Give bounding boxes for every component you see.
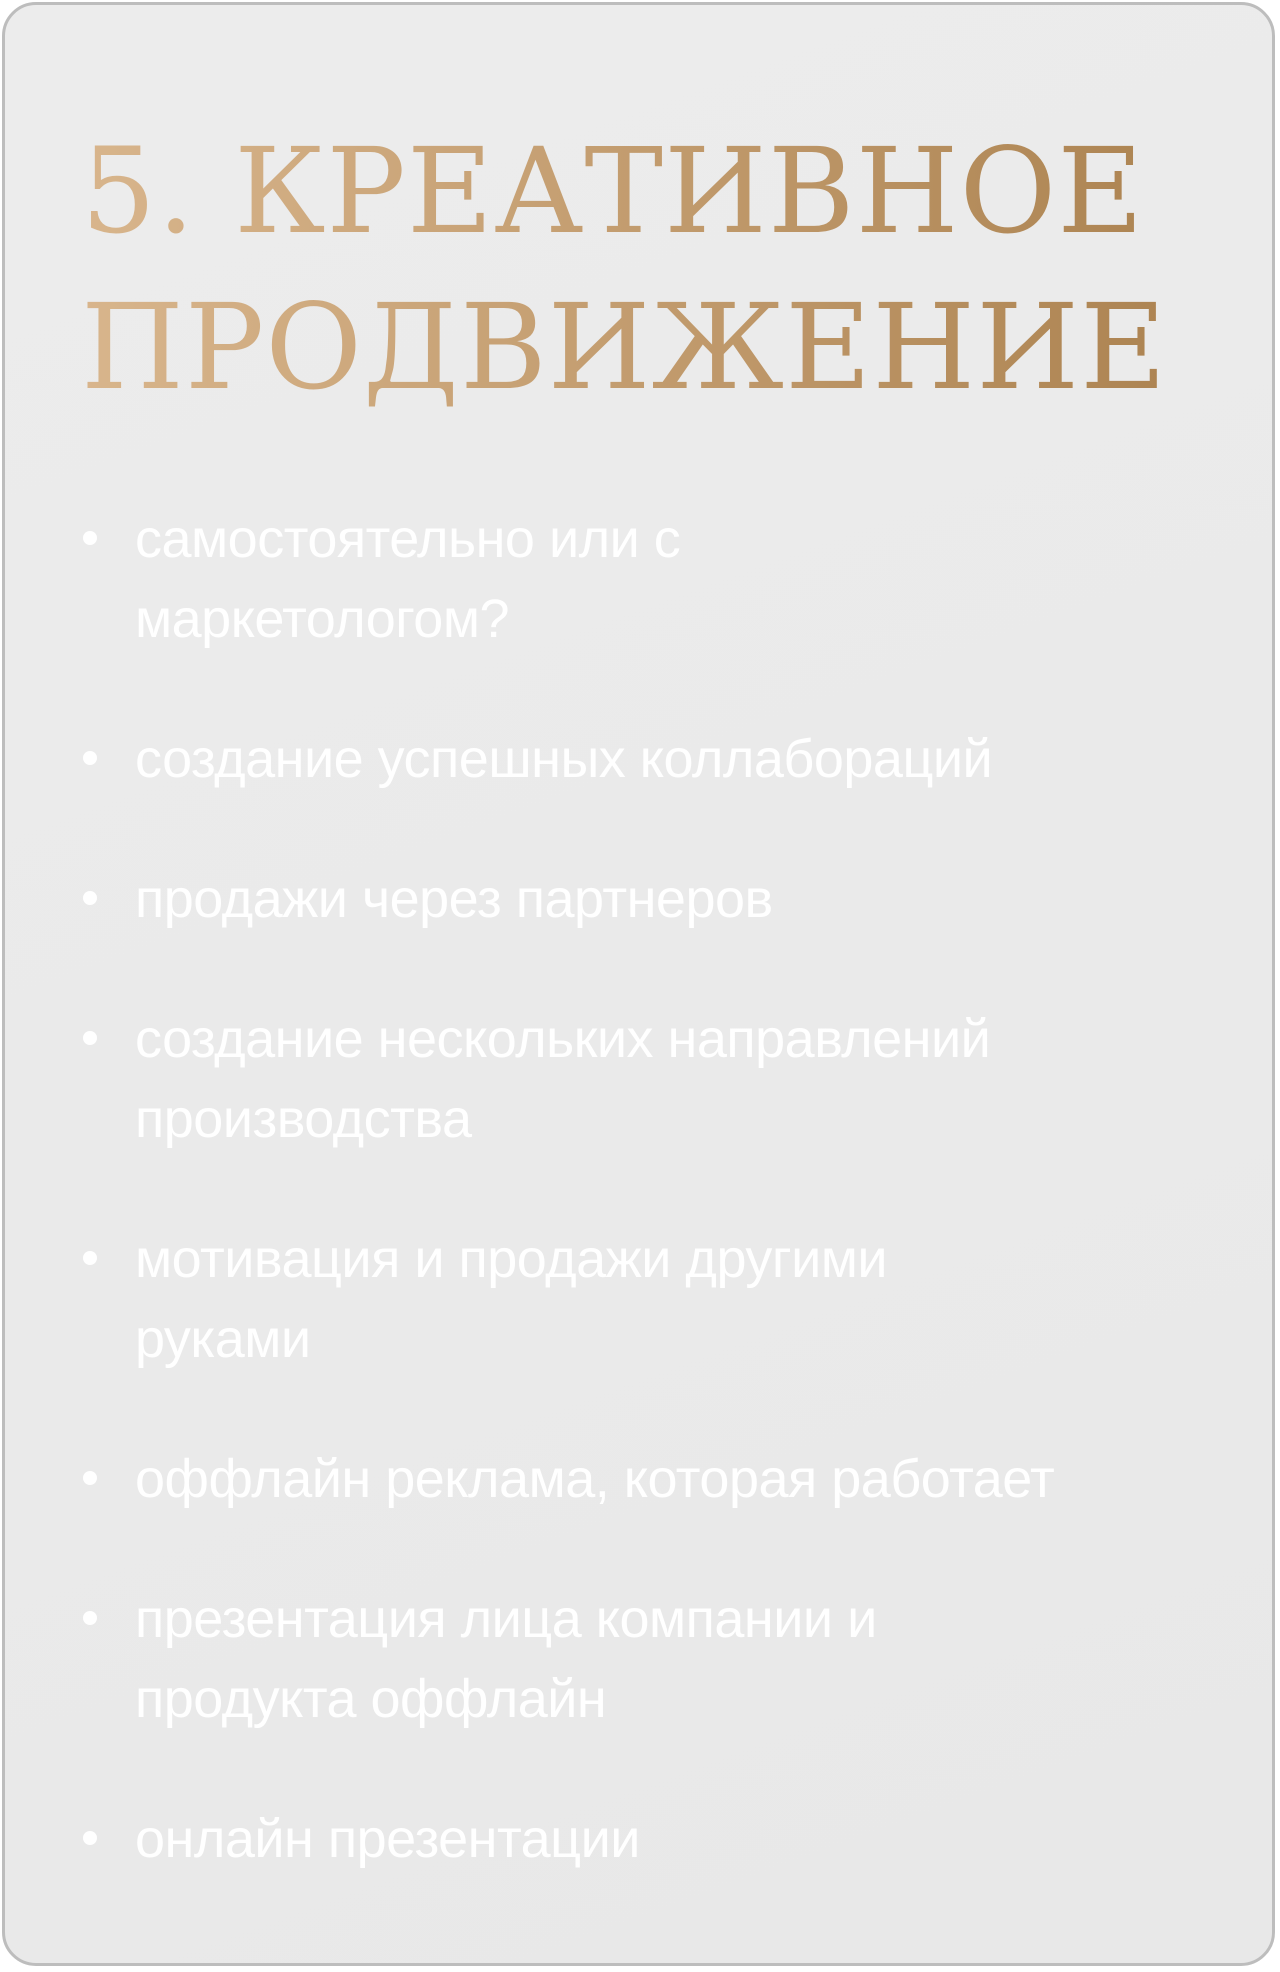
- list-item-text: презентация лица компании и продукта оффлайн: [135, 1589, 877, 1729]
- bullet-icon: [83, 1471, 97, 1485]
- list-item-text: онлайн презентации: [135, 1809, 640, 1869]
- bullet-icon: [83, 1831, 97, 1845]
- bullet-icon: [83, 1251, 97, 1265]
- title-line-2: ПРОДВИЖЕНИЕ: [81, 278, 1168, 416]
- content-card: [2, 2, 1275, 1966]
- list-item-text: оффлайн реклама, которая работает: [135, 1449, 1055, 1509]
- list-item-text: продажи через партнеров: [135, 869, 773, 929]
- list-item-text: создание нескольких направлений производства: [135, 1009, 991, 1149]
- bullet-icon: [83, 891, 97, 905]
- list-item-text: создание успешных коллабораций: [135, 729, 993, 789]
- bullet-icon: [83, 1031, 97, 1045]
- section-title: [81, 113, 1167, 425]
- title-line-1: 5. КРЕАТИВНОЕ: [81, 122, 1145, 260]
- bullet-icon: [83, 751, 97, 765]
- bullet-icon: [83, 1611, 97, 1625]
- bullet-icon: [83, 531, 97, 545]
- list-item-text: мотивация и продажи другими руками: [135, 1229, 888, 1369]
- list-item-text: самостоятельно или с маркетологом?: [135, 509, 681, 649]
